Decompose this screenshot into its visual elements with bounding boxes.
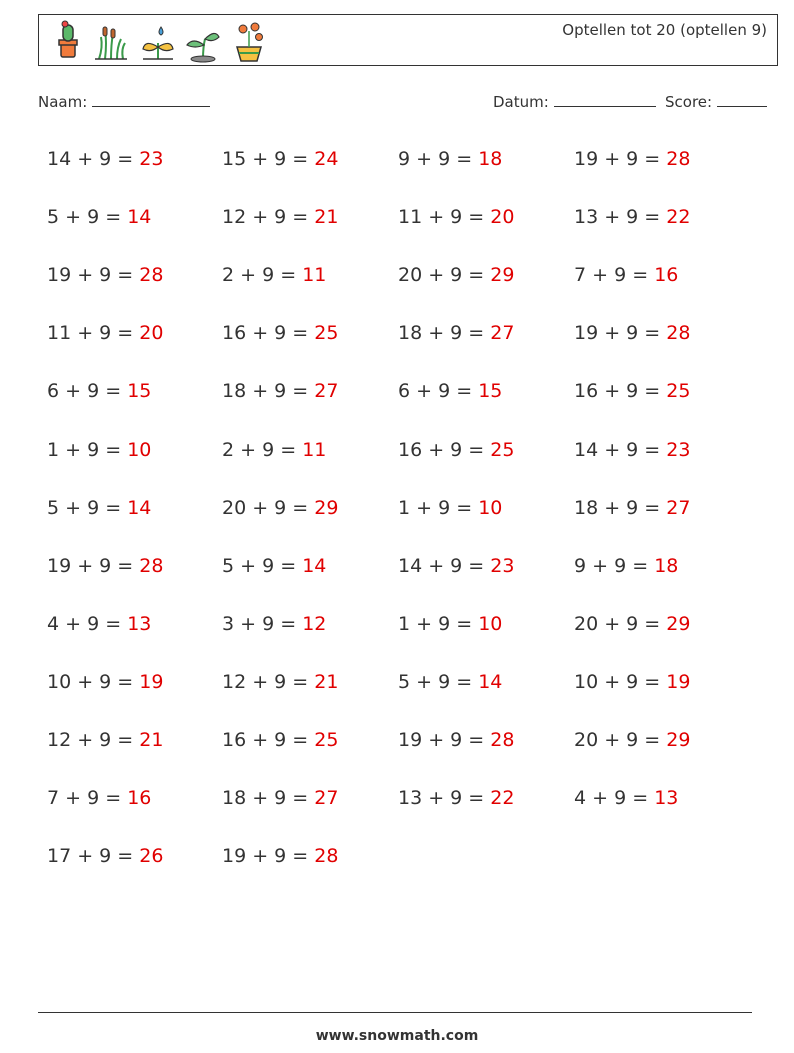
cactus-pot-icon [51, 19, 83, 63]
problem-item [398, 497, 502, 519]
problem-question: 19 + 9 = [574, 148, 667, 170]
problem-answer: 28 [666, 322, 691, 345]
problem-item [574, 555, 678, 577]
problem-item [47, 380, 151, 402]
problem-item [574, 439, 690, 461]
score-line [717, 92, 767, 107]
seedling-icon [183, 19, 223, 63]
problem-item [398, 787, 514, 809]
problem-item [222, 555, 326, 577]
problem-answer: 22 [666, 206, 691, 229]
problem-answer: 14 [302, 554, 327, 577]
problem-item [574, 148, 690, 170]
problem-answer: 23 [139, 148, 164, 170]
problem-answer: 28 [314, 845, 339, 868]
problem-answer: 28 [139, 264, 164, 287]
problem-question: 6 + 9 = [398, 380, 479, 403]
problem-answer: 19 [666, 670, 691, 693]
problem-question: 12 + 9 = [222, 206, 315, 229]
problem-question: 11 + 9 = [398, 206, 491, 229]
problem-question: 5 + 9 = [398, 670, 479, 693]
problem-question: 5 + 9 = [47, 496, 128, 519]
date-label: Datum: [493, 93, 549, 111]
problem-question: 19 + 9 = [47, 264, 140, 287]
problem-question: 19 + 9 = [574, 322, 667, 345]
footer-url: www.snowmath.com [315, 1028, 479, 1044]
problem-question: 2 + 9 = [222, 264, 303, 287]
problem-question: 12 + 9 = [222, 670, 315, 693]
name-field [38, 92, 210, 111]
problem-question: 4 + 9 = [47, 612, 128, 635]
problem-question: 16 + 9 = [222, 322, 315, 345]
problem-item [574, 264, 678, 286]
problem-answer: 27 [666, 496, 691, 519]
score-label: Score: [665, 93, 713, 111]
problem-item [574, 206, 690, 228]
problem-question: 17 + 9 = [47, 845, 140, 868]
problem-question: 18 + 9 = [222, 380, 315, 403]
problem-question: 1 + 9 = [398, 496, 479, 519]
problem-question: 16 + 9 = [574, 380, 667, 403]
problem-answer: 28 [490, 729, 515, 751]
problem-item [222, 439, 326, 461]
problem-answer: 25 [314, 729, 339, 751]
problem-answer: 10 [127, 438, 152, 461]
problem-question: 16 + 9 = [222, 729, 315, 751]
problem-item [398, 148, 502, 170]
footer-divider [38, 1012, 752, 1013]
problem-item [574, 787, 678, 809]
problem-item [222, 380, 338, 402]
problem-item [222, 322, 338, 344]
problem-item [574, 380, 690, 402]
problem-question: 9 + 9 = [574, 554, 655, 577]
problem-answer: 25 [490, 438, 515, 461]
problem-item [222, 613, 326, 635]
problem-answer: 14 [127, 206, 152, 229]
problem-answer: 29 [666, 612, 691, 635]
problem-question: 15 + 9 = [222, 148, 315, 170]
problem-item [222, 787, 338, 809]
problem-answer: 11 [302, 264, 327, 287]
problem-item [222, 497, 338, 519]
problem-question: 7 + 9 = [574, 264, 655, 287]
problem-answer: 21 [139, 729, 164, 751]
problem-answer: 15 [478, 380, 503, 403]
problem-item [574, 613, 690, 635]
problem-question: 11 + 9 = [47, 322, 140, 345]
problem-item [47, 322, 163, 344]
score-field [665, 92, 767, 111]
problem-item [574, 729, 690, 751]
problem-answer: 16 [654, 264, 679, 287]
problem-answer: 21 [314, 206, 339, 229]
problem-item [47, 497, 151, 519]
problem-answer: 18 [654, 554, 679, 577]
problem-question: 10 + 9 = [47, 670, 140, 693]
problem-question: 18 + 9 = [574, 496, 667, 519]
problem-question: 20 + 9 = [574, 612, 667, 635]
problem-item [398, 380, 502, 402]
problem-answer: 29 [314, 496, 339, 519]
problem-item [47, 439, 151, 461]
problem-question: 2 + 9 = [222, 438, 303, 461]
problem-question: 4 + 9 = [574, 787, 655, 810]
problem-item [222, 206, 338, 228]
problem-item [222, 671, 338, 693]
problem-question: 19 + 9 = [398, 729, 491, 751]
problem-answer: 22 [490, 787, 515, 810]
problem-item [47, 845, 163, 867]
problem-answer: 23 [490, 554, 515, 577]
problem-question: 14 + 9 = [574, 438, 667, 461]
problem-answer: 14 [127, 496, 152, 519]
date-line [554, 92, 656, 107]
problem-answer: 25 [314, 322, 339, 345]
problem-item [398, 671, 502, 693]
problem-question: 14 + 9 = [47, 148, 140, 170]
problem-answer: 20 [139, 322, 164, 345]
problem-question: 12 + 9 = [47, 729, 140, 751]
problem-question: 6 + 9 = [47, 380, 128, 403]
problem-item [398, 322, 514, 344]
problem-answer: 10 [478, 496, 503, 519]
reeds-plant-icon [93, 19, 129, 63]
problem-answer: 26 [139, 845, 164, 868]
problem-answer: 28 [139, 554, 164, 577]
problem-item [574, 322, 690, 344]
problem-answer: 13 [654, 787, 679, 810]
problem-answer: 20 [490, 206, 515, 229]
problem-question: 1 + 9 = [47, 438, 128, 461]
problem-answer: 27 [490, 322, 515, 345]
problem-answer: 23 [666, 438, 691, 461]
problem-question: 16 + 9 = [398, 438, 491, 461]
problem-answer: 29 [490, 264, 515, 287]
problem-item [222, 845, 338, 867]
problem-question: 7 + 9 = [47, 787, 128, 810]
problem-item [398, 264, 514, 286]
name-line [92, 92, 210, 107]
problem-item [574, 671, 690, 693]
problem-answer: 16 [127, 787, 152, 810]
problem-item [47, 787, 151, 809]
problem-item [398, 206, 514, 228]
problem-question: 20 + 9 = [574, 729, 667, 751]
problem-answer: 12 [302, 612, 327, 635]
problem-answer: 18 [478, 148, 503, 170]
problem-question: 19 + 9 = [222, 845, 315, 868]
problem-question: 3 + 9 = [222, 612, 303, 635]
problem-item [398, 729, 514, 751]
problem-item [47, 671, 163, 693]
problem-item [47, 555, 163, 577]
problem-item [47, 264, 163, 286]
problem-item [222, 729, 338, 751]
watering-sprout-icon [139, 19, 177, 63]
problem-item [47, 206, 151, 228]
hanging-flower-pot-icon [229, 19, 269, 63]
problem-item [222, 264, 326, 286]
problem-answer: 25 [666, 380, 691, 403]
problem-question: 1 + 9 = [398, 612, 479, 635]
problem-answer: 11 [302, 438, 327, 461]
problem-item [222, 148, 338, 170]
problem-item [47, 613, 151, 635]
problem-answer: 27 [314, 787, 339, 810]
problem-item [47, 148, 163, 170]
problem-question: 13 + 9 = [574, 206, 667, 229]
problem-answer: 14 [478, 670, 503, 693]
worksheet-title: Optellen tot 20 (optellen 9) [562, 21, 767, 39]
problem-answer: 21 [314, 670, 339, 693]
problem-question: 13 + 9 = [398, 787, 491, 810]
problem-question: 20 + 9 = [222, 496, 315, 519]
problem-question: 14 + 9 = [398, 554, 491, 577]
problem-question: 5 + 9 = [47, 206, 128, 229]
problem-answer: 27 [314, 380, 339, 403]
problem-answer: 24 [314, 148, 339, 170]
problem-item [47, 729, 163, 751]
problem-answer: 29 [666, 729, 691, 751]
problem-answer: 19 [139, 670, 164, 693]
problem-answer: 13 [127, 612, 152, 635]
problem-answer: 10 [478, 612, 503, 635]
problem-item [398, 439, 514, 461]
problem-question: 9 + 9 = [398, 148, 479, 170]
problem-item [398, 555, 514, 577]
problem-question: 19 + 9 = [47, 554, 140, 577]
problem-question: 18 + 9 = [398, 322, 491, 345]
problem-question: 5 + 9 = [222, 554, 303, 577]
problem-item [398, 613, 502, 635]
problem-question: 10 + 9 = [574, 670, 667, 693]
problem-item [574, 497, 690, 519]
date-field [493, 92, 656, 111]
name-label: Naam: [38, 93, 88, 111]
problem-question: 20 + 9 = [398, 264, 491, 287]
problem-question: 18 + 9 = [222, 787, 315, 810]
worksheet-header [38, 14, 778, 66]
problem-answer: 28 [666, 148, 691, 170]
problem-answer: 15 [127, 380, 152, 403]
